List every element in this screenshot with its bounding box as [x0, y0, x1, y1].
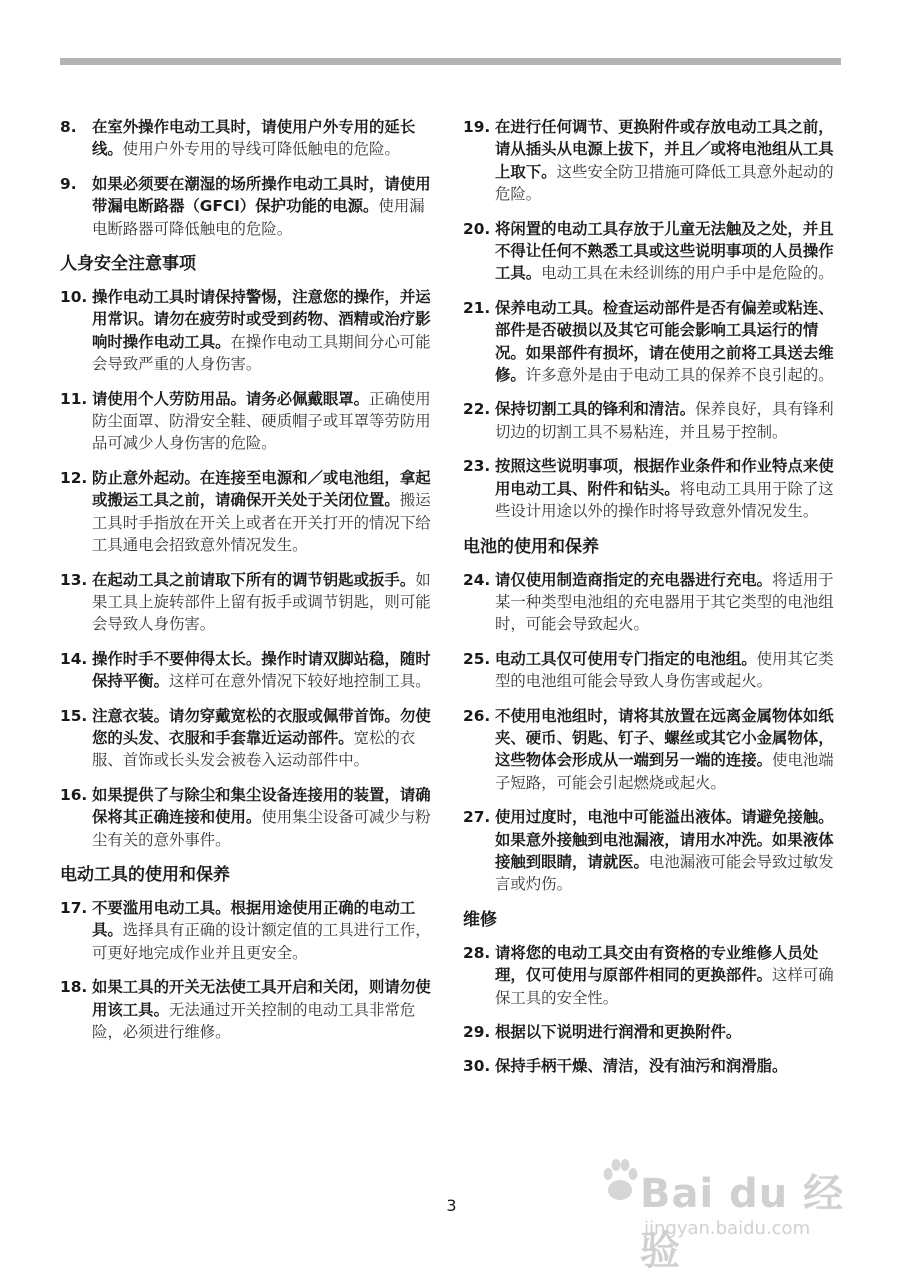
item-instruction: 如果工具的开关无法使工具开启和关闭，则请勿使用该工具。: [92, 978, 431, 1019]
list-item: [60, 286, 438, 376]
section-heading: 电池的使用和保养: [463, 536, 599, 557]
list-item: [463, 1021, 841, 1043]
item-instruction: 保持手柄干燥、清洁，没有油污和润滑脂。: [495, 1057, 788, 1076]
item-instruction: 不要滥用电动工具。根据用途使用正确的电动工具。: [92, 898, 416, 940]
item-explanation: 保养良好，具有锋利切边的切割工具不易粘连，并且易于控制。: [495, 400, 834, 441]
item-instruction: 在起动工具之前请取下所有的调节钥匙或扳手。: [92, 570, 416, 589]
item-explanation: 在操作电动工具期间分心可能会导致严重的人身伤害。: [92, 332, 431, 374]
baidu-jingyan-watermark: [600, 1150, 870, 1274]
item-number: 16.: [60, 785, 88, 804]
item-explanation: 选择具有正确的设计额定值的工具进行工作，可更好地完成作业并且更安全。: [92, 921, 431, 962]
item-instruction: 请仅使用制造商指定的充电器进行充电。: [495, 570, 773, 589]
item-number: 15.: [60, 706, 88, 725]
list-item: [463, 455, 841, 522]
item-explanation: 这样可在意外情况下较好地控制工具。: [168, 672, 431, 691]
item-instruction: 注意衣装。请勿穿戴宽松的衣服或佩带首饰。勿使您的头发、衣服和手套靠近运动部件。: [92, 706, 431, 747]
item-number: 24.: [463, 570, 491, 589]
list-item: [60, 388, 438, 455]
list-item: [60, 116, 438, 161]
section-heading: 维修: [463, 909, 497, 930]
page-number: 3: [446, 1196, 457, 1215]
item-number: 13.: [60, 570, 88, 589]
list-item: [60, 648, 438, 693]
left-column: [60, 116, 438, 1055]
item-explanation: 电池漏液可能会导致过敏发言或灼伤。: [495, 852, 834, 894]
watermark-logo-text: Bai du 经验: [640, 1171, 845, 1274]
item-explanation: 许多意外是由于电动工具的保养不良引起的。: [525, 366, 834, 385]
item-instruction: 在室外操作电动工具时，请使用户外专用的延长线。: [92, 118, 416, 159]
list-item: [463, 569, 841, 636]
item-explanation: 宽松的衣服、首饰或长头发会被卷入运动部件中。: [92, 728, 416, 770]
item-number: 14.: [60, 649, 88, 668]
item-number: 22.: [463, 400, 491, 419]
watermark-url: jingyan.baidu.com: [644, 1218, 811, 1239]
item-number: 19.: [463, 118, 491, 136]
item-instruction: 防止意外起动。在连接至电源和／或电池组，拿起或搬运工具之前，请确保开关处于关闭位置。: [92, 468, 431, 510]
list-item: [60, 784, 438, 851]
list-item: [60, 173, 438, 240]
item-number: 9.: [60, 174, 77, 193]
top-rule: [60, 58, 841, 65]
list-item: [463, 806, 841, 896]
item-number: 20.: [463, 219, 491, 238]
item-number: 26.: [463, 706, 491, 725]
list-item: [463, 116, 841, 206]
list-item: [60, 467, 438, 557]
item-explanation: 无法通过开关控制的电动工具非常危险，必须进行维修。: [92, 1000, 416, 1041]
item-number: 10.: [60, 288, 88, 307]
list-item: [463, 648, 841, 693]
list-item: [60, 569, 438, 636]
item-number: 18.: [60, 978, 88, 997]
item-instruction: 操作电动工具时请保持警惕，注意您的操作，并运用常识。请勿在疲劳时或受到药物、酒精或治疗影响时操作电动工具。: [92, 288, 431, 351]
item-instruction: 操作时手不要伸得太长。操作时请双脚站稳，随时保持平衡。: [92, 649, 431, 691]
item-instruction: 如果提供了与除尘和集尘设备连接用的装置，请确保将其正确连接和使用。: [92, 785, 431, 827]
item-explanation: 正确使用防尘面罩、防滑安全鞋、硬质帽子或耳罩等劳防用品可减少人身伤害的危险。: [92, 389, 431, 453]
item-explanation: 将适用于某一种类型电池组的充电器用于其它类型的电池组时，可能会导致起火。: [495, 570, 834, 634]
list-item: [60, 897, 438, 964]
right-column: [463, 116, 841, 1090]
item-explanation: 使用漏电断路器可降低触电的危险。: [92, 197, 425, 238]
item-explanation: 搬运工具时手指放在开关上或者在开关打开的情况下给工具通电会招致意外情况发生。: [92, 491, 431, 555]
item-number: 30.: [463, 1057, 491, 1076]
item-instruction: 将闲置的电动工具存放于儿童无法触及之处，并且不得让任何不熟悉工具或这些说明事项的人员操作工具。: [495, 219, 834, 283]
list-item: [60, 976, 438, 1043]
list-item: [463, 398, 841, 443]
item-instruction: 电动工具仅可使用专门指定的电池组。: [495, 649, 757, 668]
item-instruction: 保养电动工具。检查运动部件是否有偏差或粘连、部件是否破损以及其它可能会影响工具运行的情况。如果部件有损坏，请在使用之前将工具送去维修。: [495, 298, 834, 385]
item-explanation: 使用集尘设备可减少与粉尘有关的意外事件。: [92, 808, 431, 849]
list-item: [463, 218, 841, 285]
item-explanation: 这样可确保工具的安全性。: [495, 966, 834, 1007]
item-explanation: 如果工具上旋转部件上留有扳手或调节钥匙，则可能会导致人身伤害。: [92, 570, 431, 634]
item-number: 21.: [463, 298, 491, 317]
item-instruction: 保持切割工具的锋利和清洁。: [495, 400, 696, 419]
item-number: 11.: [60, 389, 88, 408]
item-instruction: 根据以下说明进行润滑和更换附件。: [495, 1023, 742, 1041]
item-explanation: 将电动工具用于除了这些设计用途以外的操作时将导致意外情况发生。: [495, 479, 834, 521]
item-explanation: 这些安全防卫措施可降低工具意外起动的危险。: [495, 162, 834, 204]
item-number: 25.: [463, 649, 491, 668]
list-item: [463, 705, 841, 795]
item-instruction: 请将您的电动工具交由有资格的专业维修人员处理，仅可使用与原部件相同的更换部件。: [495, 943, 819, 985]
item-explanation: 使用户外专用的导线可降低触电的危险。: [122, 140, 400, 159]
item-explanation: 使电池端子短路，可能会引起燃烧或起火。: [495, 751, 834, 792]
item-instruction: 使用过度时，电池中可能溢出液体。请避免接触。如果意外接触到电池漏液，请用水冲洗。如果液体接触到眼睛，请就医。: [495, 808, 834, 871]
baidu-paw-icon: [600, 1156, 640, 1204]
item-number: 12.: [60, 468, 88, 487]
item-instruction: 按照这些说明事项，根据作业条件和作业特点来使用电动工具、附件和钻头。: [495, 457, 834, 498]
list-item: [463, 942, 841, 1009]
list-item: [463, 297, 841, 387]
item-explanation: 电动工具在未经训练的用户手中是危险的。: [541, 264, 834, 283]
item-number: 8.: [60, 118, 77, 136]
item-instruction: 如果必须要在潮湿的场所操作电动工具时，请使用带漏电断路器（GFCI）保护功能的电源。: [92, 174, 431, 216]
item-number: 28.: [463, 943, 491, 962]
list-item: [463, 1055, 841, 1077]
item-explanation: 使用其它类型的电池组可能会导致人身伤害或起火。: [495, 649, 834, 691]
item-number: 17.: [60, 898, 88, 917]
item-instruction: 不使用电池组时，请将其放置在远离金属物体如纸夹、硬币、钥匙、钉子、螺丝或其它小金属物体，这些物体会形成从一端到另一端的连接。: [495, 706, 834, 770]
section-heading: 电动工具的使用和保养: [60, 864, 230, 885]
item-number: 27.: [463, 808, 491, 827]
item-number: 23.: [463, 457, 491, 476]
item-instruction: 在进行任何调节、更换附件或存放电动工具之前，请从插头从电源上拔下，并且／或将电池组从工具上取下。: [495, 118, 834, 181]
item-number: 29.: [463, 1023, 491, 1041]
section-heading: 人身安全注意事项: [60, 254, 196, 275]
item-instruction: 请使用个人劳防用品。请务必佩戴眼罩。: [92, 389, 370, 408]
list-item: [60, 705, 438, 772]
